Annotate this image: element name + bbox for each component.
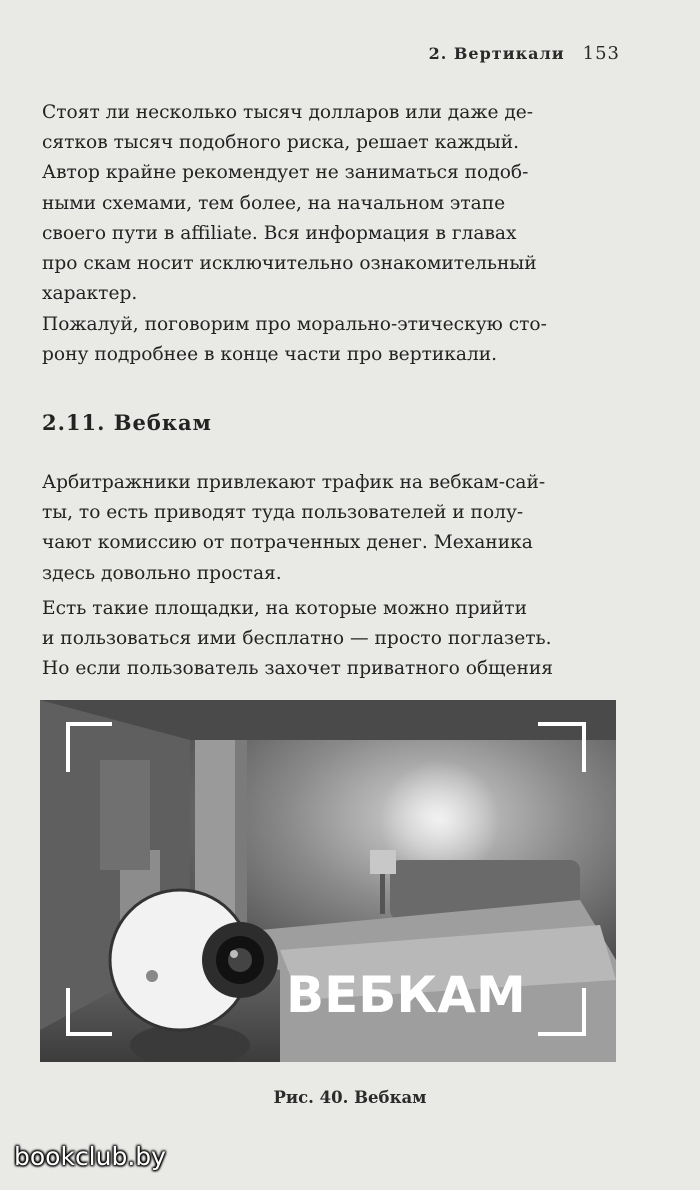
paragraph: [42, 468, 622, 589]
text-line: чают комиссию от потраченных денег. Механика: [42, 532, 533, 554]
text-line: про скам носит исключительно ознакомительный: [42, 253, 537, 275]
watermark: bookclub.by: [14, 1142, 166, 1171]
text-line: здесь довольно простая.: [42, 562, 282, 584]
text-line: своего пути в affiliate. Вся информация в главах: [42, 222, 517, 244]
text-line: ты, то есть приводят туда пользователей и полу-: [42, 502, 524, 524]
paragraph: [42, 654, 622, 684]
text-line: сятков тысяч подобного риска, решает каждый.: [42, 132, 519, 154]
paragraph: [42, 98, 622, 309]
page-number: 153: [582, 43, 620, 64]
section-heading: 2.11. Вебкам: [42, 410, 212, 435]
running-head: [0, 43, 620, 64]
paragraph: [42, 310, 622, 370]
figure-webcam: [40, 700, 616, 1062]
text-line: и пользоваться ими бесплатно — просто поглазеть.: [42, 628, 552, 650]
text-line: Стоят ли несколько тысяч долларов или даже де-: [42, 102, 534, 123]
text-line: Автор крайне рекомендует не заниматься подоб-: [42, 162, 529, 184]
text-line: характер.: [42, 283, 138, 305]
figure-overlay-text: ВЕБКАМ: [286, 966, 526, 1024]
text-line: Пожалуй, поговорим про морально-этическую сто-: [42, 314, 547, 335]
text-line: ными схемами, тем более, на начальном этапе: [42, 192, 506, 214]
paragraph: [42, 594, 622, 654]
text-line: Есть такие площадки, на которые можно прийти: [42, 598, 527, 619]
chapter-title: 2. Вертикали: [428, 44, 565, 63]
figure-caption: Рис. 40. Вебкам: [273, 1088, 427, 1107]
text-line: Но если пользователь захочет приватного общения: [42, 658, 553, 679]
text-line: Арбитражники привлекают трафик на вебкам-сай-: [42, 472, 546, 493]
text-line: рону подробнее в конце части про вертикали.: [42, 344, 498, 366]
